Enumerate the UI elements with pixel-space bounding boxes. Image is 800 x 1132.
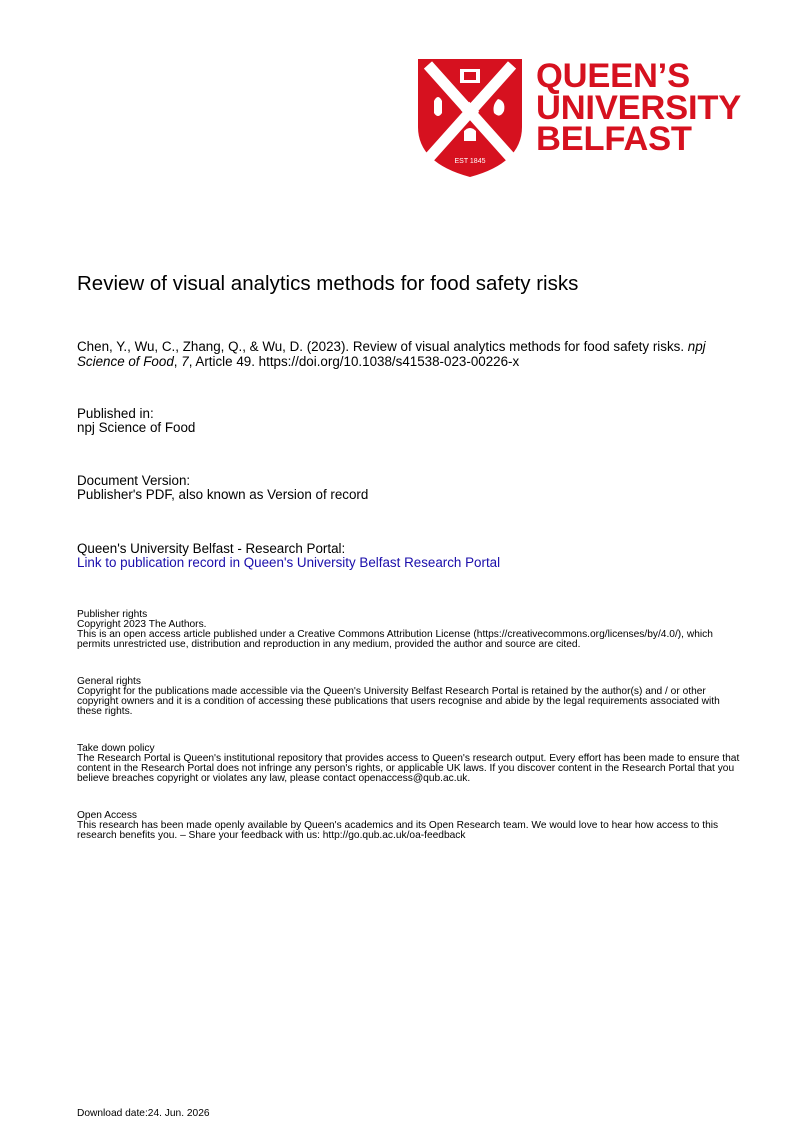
open-access-heading: Open Access (77, 810, 138, 821)
logo-wordmark (536, 57, 742, 158)
citation-journal: npj Science of Food (77, 339, 706, 369)
portal-label: Queen's University Belfast - Research Portal: (77, 541, 346, 556)
university-logo (418, 59, 748, 177)
logo-line-belfast: BELFAST (536, 120, 692, 158)
logo-line-university: UNIVERSITY (536, 88, 742, 127)
citation-rest: , Article 49. https://doi.org/10.1038/s41538-023-00226-x (188, 354, 520, 369)
take-down-body: The Research Portal is Queen's institutional repository that provides access to Queen's research output. Every effort has been made to ensure that content in the Research Portal does not infringe any person's rights, or applicable UK laws. If you discover content in the Research Portal that you believe breaches copyright or violates any law, please contact openaccess@qub.ac.uk. (77, 753, 740, 785)
published-in-value: npj Science of Food (77, 420, 196, 435)
crest-est-text: EST 1845 (454, 158, 486, 165)
general-rights-body: Copyright for the publications made accessible via the Queen's University Belfast Research Portal is retained by the author(s) and / or other copyright owners and it is a condition of accessing these publications that users recognise and abide by the legal requirements associated with these rights. (77, 686, 720, 718)
publisher-rights-heading: Publisher rights (77, 609, 148, 620)
citation-authors: Chen, Y., Wu, C., Zhang, Q., & Wu, D. (2023). Review of visual analytics methods for food safety risks. (77, 339, 688, 354)
publisher-rights-line: Copyright 2023 The Authors. (77, 619, 207, 630)
download-date: Download date:24. Jun. 2026 (77, 1108, 210, 1119)
citation-separator: , (173, 354, 182, 369)
document-version-value: Publisher's PDF, also known as Version of record (77, 487, 369, 502)
general-rights-heading: General rights (77, 676, 141, 687)
publisher-rights-body (77, 620, 742, 651)
logo-line-queens: QUEEN’S (536, 57, 690, 95)
citation (77, 339, 727, 369)
published-in-label: Published in: (77, 406, 154, 421)
portal-link[interactable]: Link to publication record in Queen's University Belfast Research Portal (77, 555, 501, 570)
open-access-body: This research has been made openly available by Queen's academics and its Open Research team. We would love to hear how access to this research benefits you. – Share your feedback with us: http://go.qub.ac.uk/oa-feedback (77, 820, 719, 842)
document-version-label: Document Version: (77, 473, 191, 488)
take-down-heading: Take down policy (77, 743, 155, 754)
citation-volume: 7 (181, 354, 189, 369)
publisher-rights-line: This is an open access article published under a Creative Commons Attribution License (https://creativecommons.org/licenses/by/4.0/), which permits unrestricted use, distribution and reproduction in any medium, provided the author and source are cited. (77, 629, 713, 651)
crest-icon (418, 59, 522, 177)
document-title: Review of visual analytics methods for food safety risks (77, 272, 579, 295)
